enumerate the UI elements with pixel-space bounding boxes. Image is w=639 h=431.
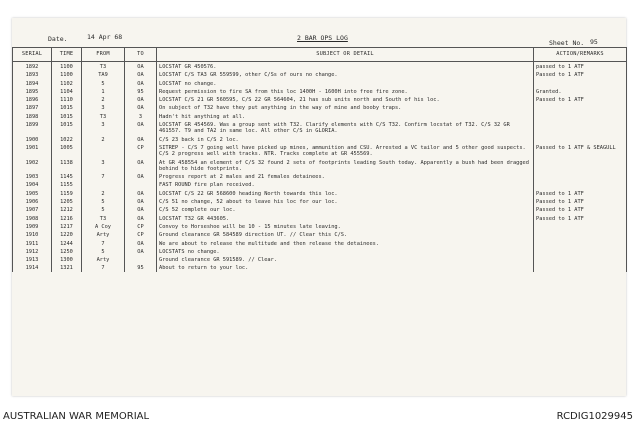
cell-time: 1205 [52,197,82,205]
cell-action: Granted. [534,87,627,95]
cell-time: 1220 [52,230,82,238]
table-row [13,143,627,158]
cell-time: 1015 [52,112,82,120]
table-row [13,189,627,197]
cell-time: 1217 [52,222,82,230]
cell-time: 1104 [52,87,82,95]
cell-serial: 1914 [13,263,52,271]
table-row [13,239,627,247]
column-header-from: FROM [82,48,125,62]
cell-to: OA [125,135,157,143]
date-value: 14 Apr 68 [87,33,123,41]
cell-serial: 1900 [13,135,52,143]
cell-to: OA [125,70,157,78]
cell-action [534,180,627,188]
column-header-serial: SERIAL [13,48,52,62]
cell-to: OA [125,247,157,255]
cell-from: 7 [82,263,125,271]
cell-serial: 1913 [13,255,52,263]
cell-action: Passed to 1 ATF [534,189,627,197]
cell-subject: Ground clearance GR 584589 direction UT. // Clear this C/S. [157,230,534,238]
cell-to: CP [125,143,157,158]
cell-to: OA [125,103,157,111]
cell-serial: 1905 [13,189,52,197]
cell-serial: 1911 [13,239,52,247]
cell-action [534,230,627,238]
column-header-time: TIME [52,48,82,62]
cell-time: 1300 [52,255,82,263]
cell-serial: 1910 [13,230,52,238]
cell-from: 5 [82,247,125,255]
table-row [13,230,627,238]
cell-subject: Ground clearance GR 591589. // Clear. [157,255,534,263]
cell-to: 95 [125,263,157,271]
cell-action [534,135,627,143]
cell-from: 7 [82,239,125,247]
cell-from: 3 [82,120,125,135]
cell-serial: 1906 [13,197,52,205]
cell-action: Passed to 1 ATF [534,205,627,213]
date-label: Date. [48,35,68,43]
cell-subject: LOCSTAT no change. [157,79,534,87]
cell-serial: 1903 [13,172,52,180]
cell-subject: We are about to release the multitude and then release the detainees. [157,239,534,247]
column-header-to: TO [125,48,157,62]
cell-serial: 1901 [13,143,52,158]
cell-from: 3 [82,103,125,111]
cell-action [534,120,627,135]
cell-to: OA [125,239,157,247]
cell-time: 1100 [52,62,82,71]
cell-serial: 1892 [13,62,52,71]
cell-from: 3 [82,158,125,173]
ops-log-table [12,47,627,272]
cell-subject: C/S 23 back in C/S 2 loc. [157,135,534,143]
cell-to: CP [125,222,157,230]
cell-time: 1250 [52,247,82,255]
cell-serial: 1897 [13,103,52,111]
cell-action [534,172,627,180]
cell-time: 1159 [52,189,82,197]
cell-from: TA9 [82,70,125,78]
table-row [13,214,627,222]
column-header-action: ACTION/REMARKS [534,48,627,62]
cell-time: 1102 [52,79,82,87]
cell-serial: 1893 [13,70,52,78]
cell-subject: C/S 51 no change, 52 about to leave his loc for our loc. [157,197,534,205]
cell-from: 5 [82,205,125,213]
cell-action [534,255,627,263]
cell-action [534,247,627,255]
table-row [13,120,627,135]
cell-serial: 1898 [13,112,52,120]
cell-subject: LOCSTAT C/S 22 GR 568600 heading North towards this loc. [157,189,534,197]
cell-from: 7 [82,172,125,180]
cell-subject: LOCSTATS no change. [157,247,534,255]
cell-from: Arty [82,255,125,263]
cell-serial: 1902 [13,158,52,173]
cell-serial: 1909 [13,222,52,230]
table-row [13,70,627,78]
cell-serial: 1894 [13,79,52,87]
table-row [13,87,627,95]
cell-action [534,79,627,87]
cell-time: 1145 [52,172,82,180]
cell-from: 2 [82,135,125,143]
cell-to: CP [125,230,157,238]
table-row [13,180,627,188]
cell-from: 5 [82,197,125,205]
cell-to: 95 [125,87,157,95]
cell-subject: FAST ROUND fire plan received. [157,180,534,188]
cell-to: OA [125,79,157,87]
cell-action: Passed to 1 ATF & SEAGULL [534,143,627,158]
table-row [13,103,627,111]
cell-time: 1212 [52,205,82,213]
cell-subject: Progress report at 2 males and 21 females detainees. [157,172,534,180]
table-row [13,112,627,120]
table-row [13,263,627,271]
cell-from: 5 [82,79,125,87]
cell-serial: 1899 [13,120,52,135]
cell-subject: On subject of T32 have they put anything in the way of mine and booby traps. [157,103,534,111]
cell-from: A Coy [82,222,125,230]
column-header-subject: SUBJECT OR DETAIL [157,48,534,62]
cell-subject: C/S 52 complete our loc. [157,205,534,213]
cell-time: 1244 [52,239,82,247]
cell-from [82,143,125,158]
cell-time: 1100 [52,70,82,78]
cell-action [534,263,627,271]
cell-from: T3 [82,112,125,120]
cell-from: T3 [82,62,125,71]
cell-to: OA [125,158,157,173]
sheet-number: 95 [590,38,598,46]
cell-subject: At GR 458554 an element of C/S 32 found 2 sets of footprints leading South today. Apparently a bush had been dragged behind to hide footprints. [157,158,534,173]
cell-time: 1015 [52,120,82,135]
cell-subject: LOCSTAT T32 GR 443605. [157,214,534,222]
table-row [13,255,627,263]
table-body [13,62,627,272]
cell-serial: 1904 [13,180,52,188]
cell-action [534,112,627,120]
page-title: 2 BAR OPS LOG [297,34,348,42]
cell-action [534,239,627,247]
cell-action: Passed to 1 ATF [534,95,627,103]
cell-action: Passed to 1 ATF [534,197,627,205]
cell-from: 2 [82,189,125,197]
sheet-label: Sheet No. [549,39,585,47]
cell-to [125,255,157,263]
table-row [13,247,627,255]
cell-time: 1216 [52,214,82,222]
cell-time: 1138 [52,158,82,173]
table-row [13,197,627,205]
cell-to: 3 [125,112,157,120]
cell-subject: About to return to your loc. [157,263,534,271]
cell-action: passed to 1 ATF [534,62,627,71]
cell-action [534,158,627,173]
cell-time: 1005 [52,143,82,158]
cell-time: 1321 [52,263,82,271]
archive-credit: AUSTRALIAN WAR MEMORIAL [3,411,150,422]
cell-to: OA [125,214,157,222]
table-row [13,62,627,71]
cell-subject: Request permission to fire SA from this loc 1400H - 1600H into free fire zone. [157,87,534,95]
archive-id: RCDIG1029945 [556,411,633,422]
table-row [13,95,627,103]
cell-serial: 1896 [13,95,52,103]
cell-time: 1015 [52,103,82,111]
cell-subject: LOCSTAT GR 454569. Was a group sent with T32. Clarify elements with C/S T32. Confirm locstat of T32. C/S 32 GR 461557. T9 and TA2 in same loc. All other C/S in GLORIA. [157,120,534,135]
cell-to [125,180,157,188]
cell-action [534,222,627,230]
cell-subject: LOCSTAT GR 450576. [157,62,534,71]
cell-from: 1 [82,87,125,95]
cell-time: 1110 [52,95,82,103]
table-header-row [13,48,627,62]
cell-to: OA [125,197,157,205]
cell-subject: Convoy to Horseshoe will be 10 - 15 minutes late leaving. [157,222,534,230]
table-row [13,135,627,143]
cell-from: Arty [82,230,125,238]
cell-to: OA [125,120,157,135]
table-row [13,172,627,180]
cell-action [534,103,627,111]
table-row [13,222,627,230]
cell-subject: LOCSTAT C/S 21 GR 560595, C/S 22 GR 564604, 21 has sub units north and South of his loc. [157,95,534,103]
cell-from: 2 [82,95,125,103]
cell-to: OA [125,62,157,71]
cell-to: OA [125,172,157,180]
cell-time: 1155 [52,180,82,188]
cell-subject: Hadn't hit anything at all. [157,112,534,120]
log-sheet [12,18,626,396]
cell-subject: LOCSTAT C/S TA3 GR 559599, other C/Ss of ours no change. [157,70,534,78]
cell-time: 1022 [52,135,82,143]
cell-serial: 1907 [13,205,52,213]
cell-action: Passed to 1 ATF [534,70,627,78]
cell-subject: SITREP - C/S 7 going well have picked up mines, ammunition and CSU. Arrested a VC tailor and 5 other good suspects. C/S 2 progress well with tracks. NTR. Tracks complete at GR 455569. [157,143,534,158]
table-row [13,158,627,173]
cell-from: T3 [82,214,125,222]
cell-serial: 1908 [13,214,52,222]
cell-from [82,180,125,188]
cell-to: OA [125,95,157,103]
cell-serial: 1895 [13,87,52,95]
table-row [13,205,627,213]
cell-action: Passed to 1 ATF [534,214,627,222]
table-row [13,79,627,87]
cell-to: OA [125,189,157,197]
cell-to: OA [125,205,157,213]
cell-serial: 1912 [13,247,52,255]
